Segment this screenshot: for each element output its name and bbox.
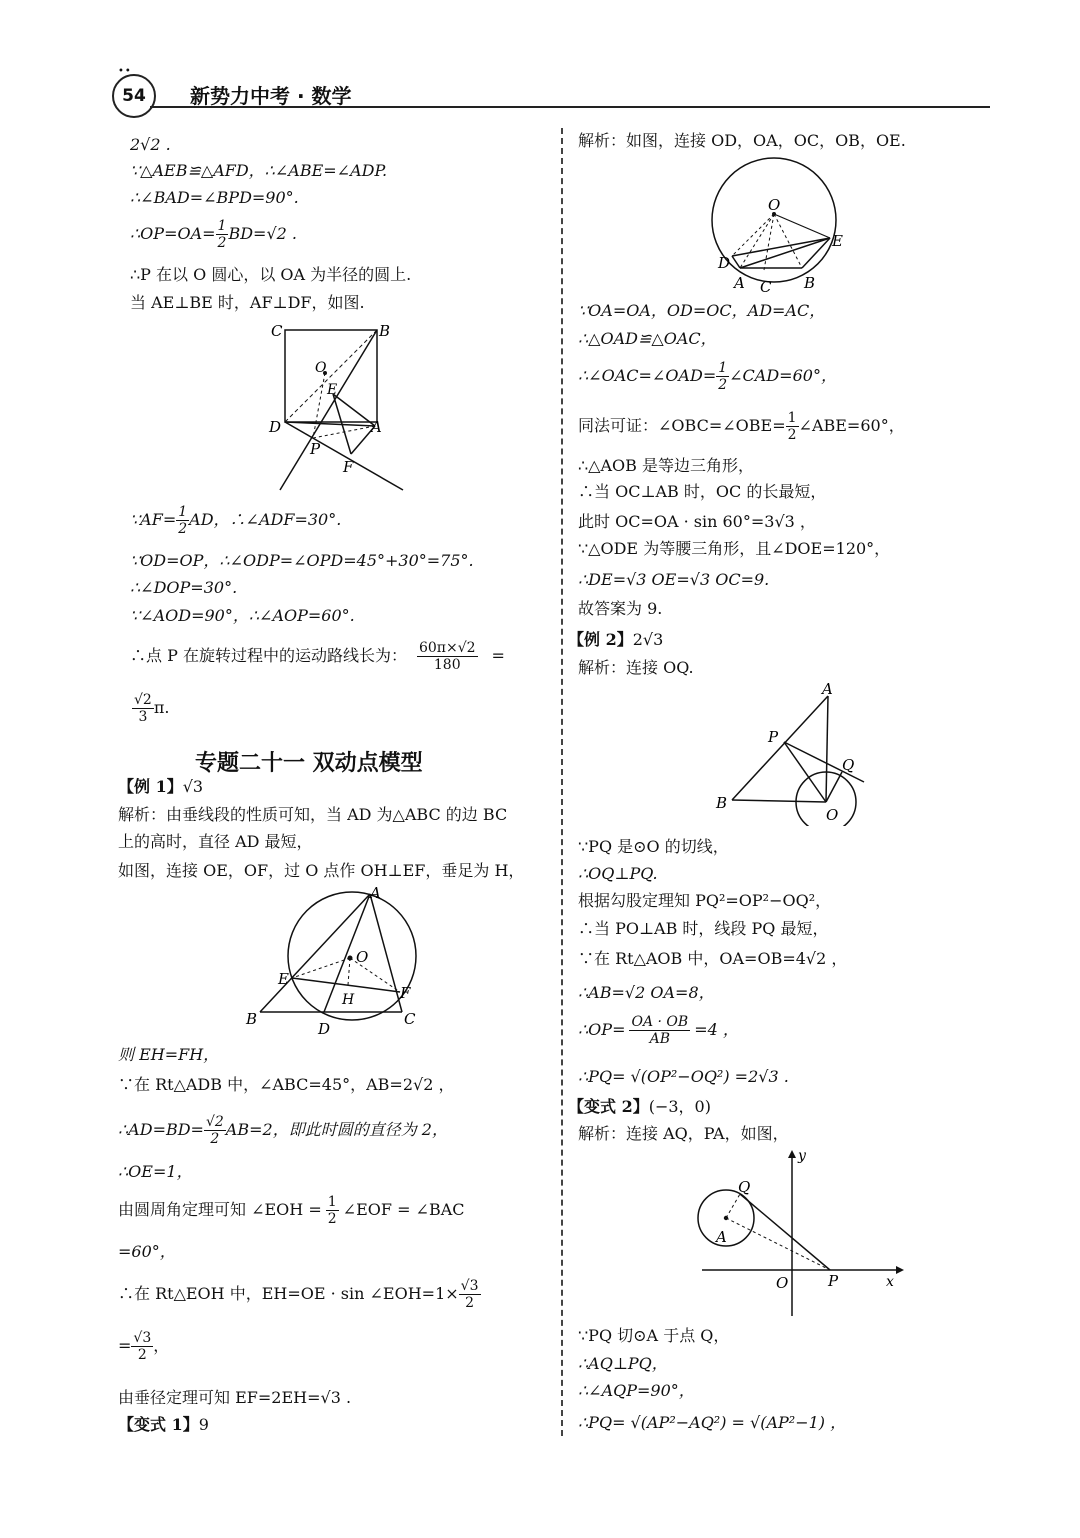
text-line: ∵在 Rt△AOB 中，OA=OB=4√2 ， bbox=[578, 949, 848, 968]
label: C bbox=[760, 278, 772, 296]
text-line: 由圆周角定理可知 ∠EOH = $\frac{1}{2}$ ∠EOF = ∠BAC bbox=[118, 1194, 465, 1227]
text-line: ∴当 OC⊥AB 时，OC 的长最短， bbox=[578, 482, 827, 501]
label: O bbox=[315, 360, 327, 376]
label: E bbox=[327, 382, 338, 398]
text-line: 此时 OC=OA · sin 60°=3√3 ， bbox=[578, 512, 816, 531]
text-line: 解析：连接 AQ，PA，如图， bbox=[578, 1124, 789, 1143]
section-title: 专题二十一 双动点模型 bbox=[195, 751, 423, 776]
label: P bbox=[310, 440, 321, 458]
text-line: ∴OE=1， bbox=[118, 1162, 193, 1181]
text-line: ∵△AEB≌△AFD，∴∠ABE=∠ADP. bbox=[130, 161, 388, 180]
text-line: ∴△OAD≌△OAC， bbox=[578, 329, 717, 348]
text-line: ∵PQ 是⊙O 的切线， bbox=[578, 837, 729, 856]
label: E bbox=[832, 232, 843, 250]
text-line: 解析：由垂线段的性质可知，当 AD 为△ABC 的边 BC bbox=[118, 805, 508, 824]
text-line: 同法可证：∠OBC=∠OBE= $\frac{1}{2}$ ∠ABE=60°， bbox=[578, 410, 905, 443]
text-line: 当 AE⊥BE 时，AF⊥DF，如图. bbox=[130, 293, 365, 312]
text-line: 根据勾股定理知 PQ²=OP²−OQ²， bbox=[578, 891, 832, 910]
circle-chords-figure bbox=[702, 152, 862, 300]
label: B bbox=[804, 274, 816, 292]
label: A bbox=[822, 680, 833, 698]
text-line: = $\frac{√3}{2}$ ， bbox=[118, 1330, 170, 1363]
text-line: ∵在 Rt△ADB 中，∠ABC=45°，AB=2√2 ， bbox=[118, 1075, 455, 1094]
square-figure bbox=[255, 318, 420, 498]
label: O bbox=[826, 806, 839, 824]
text-line: ∴当 PO⊥AB 时，线段 PQ 最短， bbox=[578, 919, 829, 938]
text-line: ∴∠AQP=90°， bbox=[578, 1381, 695, 1400]
text-line: $\frac{√2}{3}$ π. bbox=[134, 692, 170, 725]
label: O bbox=[356, 948, 369, 966]
label: x bbox=[886, 1274, 894, 1290]
label: y bbox=[798, 1148, 806, 1164]
text-line: ∴△AOB 是等边三角形， bbox=[578, 456, 755, 475]
text-line: ∵OA=OA，OD=OC，AD=AC， bbox=[578, 301, 826, 320]
axes-figure bbox=[690, 1146, 905, 1318]
example-2: 【例 2】2√3 bbox=[568, 630, 664, 649]
text-line: ∴OQ⊥PQ. bbox=[578, 864, 658, 883]
label: P bbox=[828, 1272, 839, 1290]
text-line: 由垂径定理可知 EF=2EH=√3 . bbox=[118, 1388, 352, 1407]
header-rule bbox=[150, 106, 990, 108]
text-line: ∴OP= $\frac{OA \cdot OB}{AB}$ =4 ， bbox=[578, 1014, 739, 1047]
text-line: ∵OD=OP，∴∠ODP=∠OPD=45°+30°=75°. bbox=[130, 551, 474, 570]
example-1: 【例 1】√3 bbox=[118, 777, 204, 796]
text-line: ∵△ODE 为等腰三角形，且∠DOE=120°， bbox=[578, 539, 891, 558]
label: H bbox=[342, 992, 355, 1008]
column-separator bbox=[561, 128, 563, 1436]
label: A bbox=[370, 884, 381, 902]
variant-2: 【变式 2】(−3，0) bbox=[568, 1097, 711, 1116]
text-line: 故答案为 9. bbox=[578, 599, 663, 618]
label: B bbox=[379, 322, 391, 340]
label: C bbox=[404, 1010, 416, 1028]
text-line: ∴∠DOP=30°. bbox=[130, 578, 238, 597]
label: Q bbox=[842, 756, 855, 774]
text-line: ∴∠OAC=∠OAD= $\frac{1}{2}$ ∠CAD=60°， bbox=[578, 360, 837, 393]
text-line: 上的高时，直径 AD 最短， bbox=[118, 832, 313, 851]
text-line: 解析：连接 OQ. bbox=[578, 658, 694, 677]
text-line: ∴P 在以 O 圆心，以 OA 为半径的圆上. bbox=[130, 265, 412, 284]
label: D bbox=[269, 418, 282, 436]
label: Q bbox=[738, 1178, 751, 1196]
text-line: ∴在 Rt△EOH 中，EH=OE · sin ∠EOH=1× $\frac{√3}{2}$ bbox=[118, 1278, 479, 1311]
text-line: ∵PQ 切⊙A 于点 Q， bbox=[578, 1326, 730, 1345]
text-line: ∴∠BAD=∠BPD=90°. bbox=[130, 188, 299, 207]
label: B bbox=[716, 794, 728, 812]
label: D bbox=[718, 254, 731, 272]
text-line: 解析：如图，连接 OD，OA，OC，OB，OE. bbox=[578, 131, 906, 150]
label: E bbox=[278, 970, 289, 988]
text-line: =60°， bbox=[118, 1242, 176, 1261]
text-line: 如图，连接 OE，OF，过 O 点作 OH⊥EF，垂足为 H， bbox=[118, 861, 525, 880]
text-line: ∴点 P 在旋转过程中的运动路线长为： $\frac{60\pi\times√2}{180}$ = bbox=[130, 640, 505, 673]
triangle-circle-figure bbox=[240, 882, 430, 1042]
label: O bbox=[776, 1274, 789, 1292]
label: C bbox=[271, 322, 283, 340]
label: A bbox=[716, 1228, 727, 1246]
variant-1: 【变式 1】9 bbox=[118, 1415, 209, 1434]
label: A bbox=[734, 274, 745, 292]
label: F bbox=[400, 984, 411, 1002]
header-dots: •• bbox=[118, 66, 132, 77]
page-number: 54 bbox=[112, 74, 156, 118]
tangent-figure bbox=[710, 678, 870, 826]
text-line: ∴AD=BD= $\frac{√2}{2}$ AB=2，即此时圆的直径为 2， bbox=[118, 1114, 448, 1147]
label: B bbox=[246, 1010, 258, 1028]
label: O bbox=[768, 196, 781, 214]
text-line: ∴OP=OA= $\frac{1}{2}$ BD=√2 . bbox=[130, 218, 298, 251]
text-line: ∵AF= $\frac{1}{2}$ AD，∴∠ADF=30°. bbox=[130, 504, 342, 537]
text-line: ∴AB=√2 OA=8， bbox=[578, 983, 715, 1002]
text-line: ∵∠AOD=90°，∴∠AOP=60°. bbox=[130, 606, 355, 625]
text-line: ∴PQ= √(AP²−AQ²) = √(AP²−1) ， bbox=[578, 1413, 847, 1432]
text-line: ∴PQ= √(OP²−OQ²) =2√3 . bbox=[578, 1067, 789, 1086]
label: A bbox=[371, 418, 382, 436]
book-title: 新势力中考 · 数学 bbox=[190, 84, 352, 108]
text-line: ∴DE=√3 OE=√3 OC=9. bbox=[578, 570, 770, 589]
text-line: ∴AQ⊥PQ， bbox=[578, 1354, 668, 1373]
label: D bbox=[318, 1020, 331, 1038]
label: F bbox=[343, 458, 354, 476]
text-line: 2√2 . bbox=[130, 135, 171, 154]
label: P bbox=[768, 728, 779, 746]
text-line: 则 EH=FH， bbox=[118, 1045, 220, 1064]
